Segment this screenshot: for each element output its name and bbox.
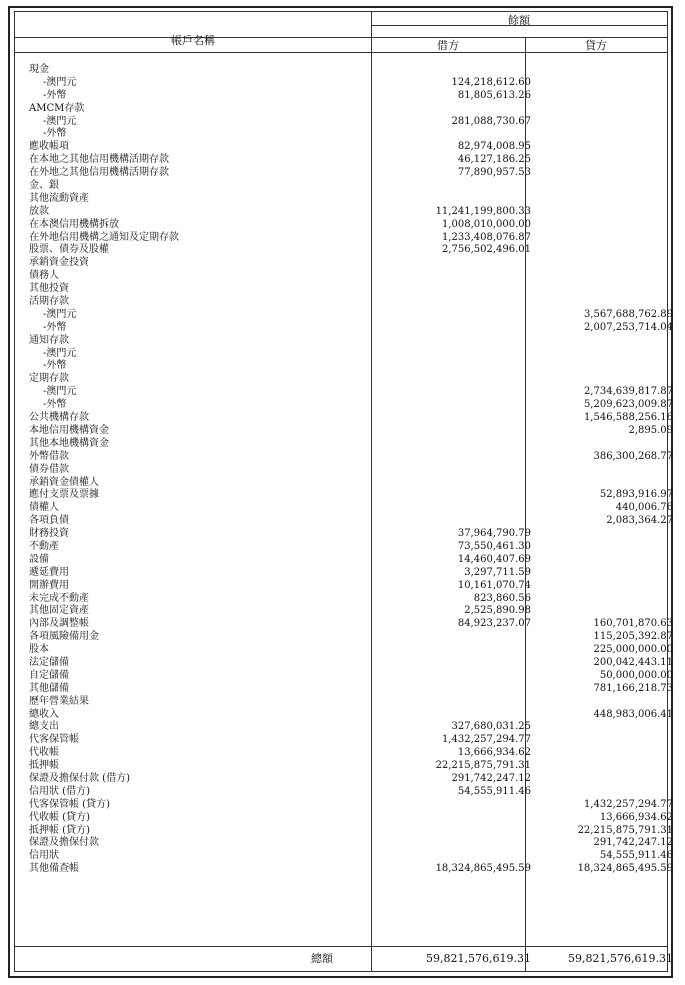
credit-value: 2,007,253,714.04 [583,321,673,333]
account-name: 債務人 [29,270,59,282]
debit-value: 281,088,730.67 [451,115,531,127]
account-name: 總收入 [29,708,59,720]
account-name: 保證及擔保付款 (借方) [29,772,130,784]
account-name: -外幣 [43,360,67,372]
account-name: 金、銀 [29,180,59,192]
balance-header: 餘額 [508,14,530,27]
account-name: 遞延費用 [29,566,69,578]
credit-value: 225,000,000.00 [593,644,673,656]
table-row [15,373,667,386]
table-row [15,206,667,219]
table-row [15,656,673,670]
credit-value: 160,701,870.63 [593,618,673,630]
credit-value: 291,742,247.12 [593,837,673,849]
table-row [15,502,673,515]
table-row [15,837,673,850]
account-name: -澳門元 [43,347,77,359]
table-row [15,682,673,696]
account-name: 財務投資 [29,528,69,540]
table-row [15,283,667,296]
table-row [15,232,667,245]
debit-value: 823,860.56 [473,592,531,604]
debit-value: 77,890,957.53 [457,167,531,179]
account-name: 其他固定資產 [29,605,89,617]
account-name: 公共機構存款 [29,412,89,424]
debit-value: 1,432,257,294.77 [441,734,531,746]
total-debit: 59,821,576,619.31 [426,952,531,965]
account-name: 現金 [29,64,49,75]
table-row [15,180,667,193]
table-row [15,541,667,554]
table-row [15,605,667,618]
account-name: 活期存款 [29,296,69,308]
account-name: 開辦費用 [29,579,69,591]
account-name-header: 帳戶名稱 [171,34,215,47]
account-name: 股本 [29,644,49,656]
table-row [15,618,673,631]
table-row [15,399,673,412]
account-name: 其他投資 [29,283,69,295]
table-row [15,348,667,361]
table-row [15,811,673,825]
account-name: 外幣借款 [29,450,69,462]
table-row [15,128,667,141]
credit-value: 5,209,623,009.87 [583,399,673,411]
debit-value: 291,742,247.12 [451,772,531,784]
account-name: -澳門元 [43,115,77,127]
account-name: 應收帳項 [29,141,69,153]
table-row [15,244,667,257]
credit-value: 781,166,218.73 [593,682,673,694]
table-row [15,296,667,309]
account-name: 抵押帳 (貸方) [29,824,90,836]
account-name: -澳門元 [43,76,77,88]
table-row [15,669,673,683]
account-name: 通知存款 [29,334,69,346]
table-row [15,167,667,180]
table-row [15,721,667,734]
debit-header: 借方 [437,39,459,52]
account-name: 各項負債 [29,515,69,527]
total-label: 總額 [311,952,333,965]
debit-value: 82,974,008.95 [457,141,531,153]
account-name: 代客保管帳 (貸方) [29,798,110,810]
debit-value: 124,218,612.60 [451,76,531,88]
account-name: 應付支票及票據 [29,489,99,501]
debit-value: 84,923,237.07 [457,618,531,630]
credit-value: 54,555,911.46 [599,850,673,862]
table-row [15,734,667,747]
account-name: 代客保管帳 [29,734,79,746]
account-name: 各項風險備用金 [29,631,99,643]
debit-value: 3,297,711.59 [464,566,531,578]
account-name: 信用狀 (借方) [29,785,90,797]
table-row [15,464,667,477]
debit-value: 37,964,790.79 [457,528,531,540]
debit-value: 2,525,890.98 [464,605,531,617]
debit-value: 10,161,070.74 [457,579,531,591]
account-name: -外幣 [43,321,67,333]
account-name: AMCM存款 [29,102,85,114]
table-row [15,64,667,77]
account-name: -澳門元 [43,308,77,320]
table-row [15,141,667,154]
account-name: 設備 [29,553,49,565]
table-row [15,515,673,528]
account-name: 內部及調整帳 [29,618,89,630]
balance-sheet [8,6,673,978]
credit-value: 52,893,916.97 [599,489,673,501]
table-row [15,438,667,451]
account-name: 本地信用機構資金 [29,424,109,436]
credit-value: 2,083,364.27 [606,515,673,527]
credit-value: 200,042,443.11 [593,656,673,668]
credit-value: 2,895.09 [628,424,673,436]
debit-value: 81,805,613.26 [457,89,531,101]
debit-value: 18,324,865,495.59 [435,863,531,875]
table-row [15,308,673,322]
table-row [15,335,667,348]
account-name: 抵押帳 [29,760,59,772]
credit-value: 115,205,392.87 [593,631,673,643]
credit-value: 440,006.76 [615,502,673,514]
account-name: 代收帳 (貸方) [29,811,90,823]
table-frame [14,11,673,972]
account-rows [15,64,673,876]
table-row [15,412,673,425]
table-row [15,489,673,502]
account-name: 股票、債券及股權 [29,244,109,256]
credit-value: 2,734,639,817.87 [583,386,673,398]
credit-value: 1,546,588,256.16 [583,412,673,424]
table-row [15,580,667,593]
debit-value: 54,555,911.46 [457,785,531,797]
account-name: 在本地之其他信用機構活期存款 [29,154,169,166]
table-row [15,193,667,206]
account-name: 承銷資金債權人 [29,476,99,488]
account-name: 自定儲備 [29,669,69,681]
credit-value: 1,432,257,294.77 [583,798,673,810]
table-row [15,477,667,490]
debit-value: 14,460,407.69 [457,553,531,565]
table-row [15,116,667,129]
debit-value: 327,680,031.25 [451,721,531,733]
debit-value: 2,756,502,496.01 [441,244,531,256]
table-row [15,219,667,232]
account-name: 在本澳信用機構拆放 [29,218,119,230]
account-name: -外幣 [43,128,67,140]
table-row [15,103,667,116]
table-row [15,798,673,812]
account-name: 不動產 [29,540,59,552]
credit-header: 貸方 [585,39,607,52]
account-name: 其他本地機構資金 [29,437,109,449]
credit-value: 50,000,000.00 [599,669,673,681]
account-name: 定期存款 [29,373,69,385]
table-row [15,77,667,90]
account-name: 放款 [29,205,49,217]
account-name: 債權人 [29,502,59,514]
table-row [15,360,667,373]
debit-value: 11,241,199,800.33 [435,205,531,217]
credit-value: 448,983,006.41 [593,708,673,720]
table-row [15,824,673,838]
table-row [15,567,667,580]
account-name: 未完成不動產 [29,592,89,604]
account-name: -外幣 [43,89,67,101]
table-row [15,450,673,464]
table-row [15,593,667,606]
table-row [15,321,673,335]
credit-value: 18,324,865,495.59 [577,863,673,875]
debit-value: 73,550,461.30 [457,540,531,552]
account-name: 其他儲備 [29,682,69,694]
table-row [15,554,667,567]
account-name: 承銷資金投資 [29,257,89,269]
account-name: 債券借款 [29,463,69,475]
account-name: 在外地之其他信用機構活期存款 [29,167,169,179]
debit-value: 13,666,934.62 [457,747,531,759]
table-row [15,863,673,876]
table-row [15,631,673,644]
credit-value: 3,567,688,762.89 [583,308,673,320]
account-name: 其他備查帳 [29,863,79,875]
table-row [15,760,667,773]
total-row [15,947,673,971]
debit-value: 1,008,010,000.00 [441,218,531,230]
table-row [15,257,667,270]
account-name: 法定儲備 [29,656,69,668]
table-row [15,644,673,657]
credit-value: 13,666,934.62 [599,811,673,823]
table-row [15,270,667,283]
table-row [15,773,667,786]
credit-value: 22,215,875,791.31 [577,824,673,836]
table-row [15,747,667,760]
table-row [15,850,673,863]
debit-value: 22,215,875,791.31 [435,760,531,772]
table-row [15,386,673,399]
table-row [15,708,673,722]
debit-value: 1,233,408,076.87 [441,231,531,243]
table-row [15,424,673,438]
table-row [15,786,667,799]
account-name: 信用狀 [29,850,59,862]
account-name: -外幣 [43,399,67,411]
account-name: 其他流動資產 [29,192,89,204]
account-name: 歷年營業結果 [29,695,89,707]
table-row [15,528,667,541]
credit-value: 386,300,268.77 [593,450,673,462]
account-name: 保證及擔保付款 [29,837,99,849]
table-row [15,696,667,709]
account-name: 總支出 [29,721,59,733]
table-row [15,90,667,103]
table-row [15,154,667,167]
account-name: -澳門元 [43,386,77,398]
total-credit: 59,821,576,619.31 [568,952,673,965]
debit-value: 46,127,186.25 [457,154,531,166]
account-name: 代收帳 [29,747,59,759]
account-name: 在外地信用機構之通知及定期存款 [29,231,179,243]
